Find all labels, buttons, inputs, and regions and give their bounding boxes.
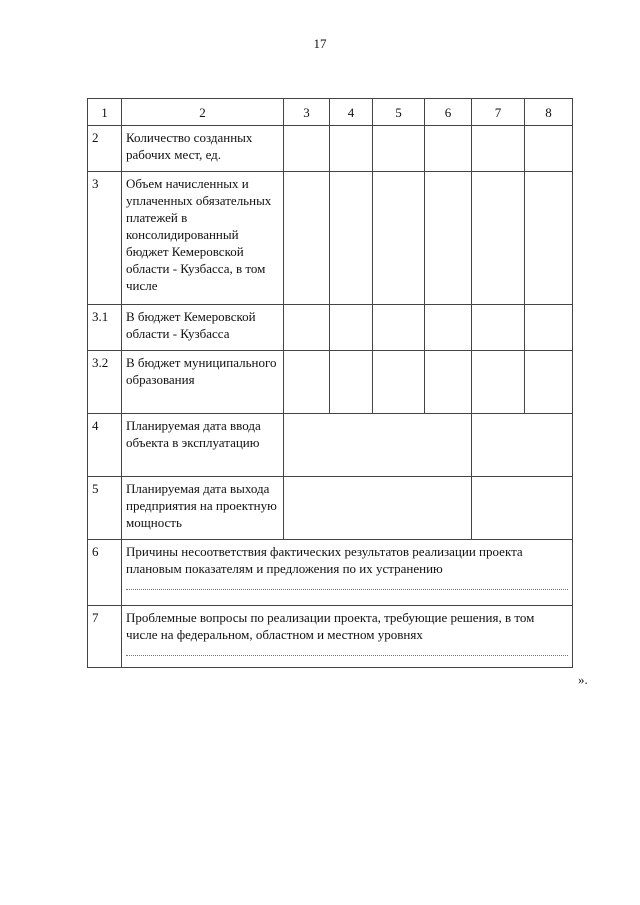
empty-cell (284, 305, 330, 351)
report-table (87, 98, 573, 668)
header-cell: 7 (472, 99, 525, 126)
header-cell: 2 (122, 99, 284, 126)
fill-line (126, 645, 568, 656)
empty-cell (373, 126, 425, 172)
empty-cell (472, 305, 525, 351)
merged-cell (472, 477, 573, 540)
fill-line (126, 579, 568, 590)
empty-cell (284, 126, 330, 172)
row-label: В бюджет Кемеровской области - Кузбасса (122, 305, 284, 351)
header-cell: 5 (373, 99, 425, 126)
row-number: 3 (88, 172, 122, 305)
row-label: В бюджет муниципального образования (122, 351, 284, 414)
row-label: Планируемая дата ввода объекта в эксплуатацию (122, 414, 284, 477)
row-label: Планируемая дата выхода предприятия на проектную мощность (122, 477, 284, 540)
merged-cell (472, 414, 573, 477)
empty-cell (330, 351, 373, 414)
header-cell: 3 (284, 99, 330, 126)
empty-cell (472, 351, 525, 414)
table-row (88, 414, 573, 477)
row-number: 3.1 (88, 305, 122, 351)
empty-cell (472, 126, 525, 172)
row-wide-cell (122, 606, 573, 668)
row-number: 3.2 (88, 351, 122, 414)
row-label: Количество созданных рабочих мест, ед. (122, 126, 284, 172)
table-header-row (88, 99, 573, 126)
empty-cell (472, 172, 525, 305)
empty-cell (425, 126, 472, 172)
table-row (88, 126, 573, 172)
row-wide-cell (122, 540, 573, 606)
empty-cell (330, 172, 373, 305)
page-number: 17 (313, 36, 327, 51)
row-number: 4 (88, 414, 122, 477)
closing-quote-mark: ». (578, 672, 588, 687)
table-row (88, 351, 573, 414)
empty-cell (373, 172, 425, 305)
table-row (88, 606, 573, 668)
empty-cell (330, 126, 373, 172)
empty-cell (525, 126, 573, 172)
table-row (88, 305, 573, 351)
empty-cell (284, 172, 330, 305)
row-number: 6 (88, 540, 122, 606)
empty-cell (525, 172, 573, 305)
row-label: Проблемные вопросы по реализации проекта, требующие решения, в том числе на федеральном, областном и местном уровнях (126, 610, 535, 642)
empty-cell (525, 305, 573, 351)
row-label: Причины несоответствия фактических результатов реализации проекта плановым показателям и предложения по их устранению (126, 544, 523, 576)
merged-cell (284, 414, 472, 477)
header-cell: 8 (525, 99, 573, 126)
row-number: 5 (88, 477, 122, 540)
empty-cell (525, 351, 573, 414)
row-number: 7 (88, 606, 122, 668)
empty-cell (284, 351, 330, 414)
merged-cell (284, 477, 472, 540)
header-cell: 6 (425, 99, 472, 126)
empty-cell (373, 351, 425, 414)
empty-cell (330, 305, 373, 351)
table-row (88, 172, 573, 305)
empty-cell (373, 305, 425, 351)
table-row (88, 540, 573, 606)
header-cell: 1 (88, 99, 122, 126)
empty-cell (425, 172, 472, 305)
row-label: Объем начисленных и уплаченных обязательных платежей в консолидированный бюджет Кемеровской области - Кузбасса, в том числе (122, 172, 284, 305)
table-row (88, 477, 573, 540)
empty-cell (425, 351, 472, 414)
empty-cell (425, 305, 472, 351)
header-cell: 4 (330, 99, 373, 126)
row-number: 2 (88, 126, 122, 172)
